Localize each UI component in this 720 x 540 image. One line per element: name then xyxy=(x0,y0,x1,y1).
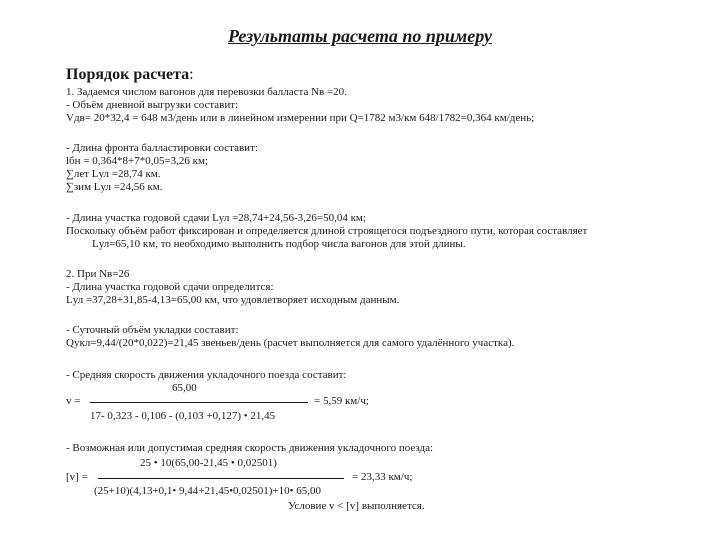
section-heading xyxy=(66,66,194,84)
section-heading-colon: : xyxy=(189,66,194,83)
step-1-line: 1. Задаемся числом вагонов для перевозки балласта Nв =20. xyxy=(66,86,347,98)
step-2-line: 2. При Nв=26 xyxy=(66,268,130,280)
formula2-numerator: 25 • 10(65,00-21,45 • 0,02501) xyxy=(140,457,277,469)
daily-laying-formula: Qукл=9,44/(20*0,022)=21,45 звеньев/день (расчет выполняется для самого удалённого участка). xyxy=(66,337,515,349)
annual-section-length-line: - Длина участка годовой сдачи Lул =28,74+24,56-3,26=50,04 км; xyxy=(66,212,366,224)
formula2-lhs: [v] = xyxy=(66,471,88,483)
ballast-front-formula: lбн = 0,364*8+7*0,05=3,26 км; xyxy=(66,155,209,167)
formula1-numerator: 65,00 xyxy=(172,382,197,394)
average-speed-label: - Средняя скорость движения укладочного поезда составит: xyxy=(66,369,347,381)
winter-length-line: ∑зим Lул =24,56 км. xyxy=(66,181,163,193)
daily-volume-label: - Объём дневной выгрузки составит: xyxy=(66,99,239,111)
summer-length-line: ∑лет Lул =28,74 км. xyxy=(66,168,161,180)
volume-fixed-note: Поскольку объём работ фиксирован и определяется длиной строящегося подъездного пути, которая составляет xyxy=(66,225,588,237)
formula1-fraction-bar xyxy=(90,402,308,403)
annual-section-label: - Длина участка годовой сдачи определится: xyxy=(66,281,274,293)
formula2-result: = 23,33 км/ч; xyxy=(352,471,413,483)
permissible-speed-label: - Возможная или допустимая средняя скорость движения укладочного поезда: xyxy=(66,442,434,454)
formula1-denominator: 17- 0,323 - 0,106 - (0,103 +0,127) • 21,45 xyxy=(90,410,276,422)
formula1-lhs: v = xyxy=(66,395,81,407)
formula2-denominator: (25+10)(4,13+0,1• 9,44+21,45•0,02501)+10• 65,00 xyxy=(94,485,322,497)
condition-line: Условие v < [v] выполняется. xyxy=(288,500,425,512)
wagon-selection-note: Lул=65,10 км, то необходимо выполнить подбор числа вагонов для этой длины. xyxy=(92,238,466,250)
section-heading-text: Порядок расчета xyxy=(66,66,190,83)
page-title: Результаты расчета по примеру xyxy=(227,26,492,46)
formula1-result: = 5,59 км/ч; xyxy=(314,395,369,407)
ballast-front-label: - Длина фронта балластировки составит: xyxy=(66,142,258,154)
daily-laying-label: - Суточный объём укладки составит: xyxy=(66,324,239,336)
annual-section-formula: Lул =37,28+31,85-4,13=65,00 км, что удовлетворяет исходным данным. xyxy=(66,294,400,306)
daily-volume-formula: Vдв= 20*32,4 = 648 м3/день или в линейном измерении при Q=1782 м3/км 648/1782=0,364 км/день; xyxy=(66,112,535,124)
formula2-fraction-bar xyxy=(98,478,344,479)
